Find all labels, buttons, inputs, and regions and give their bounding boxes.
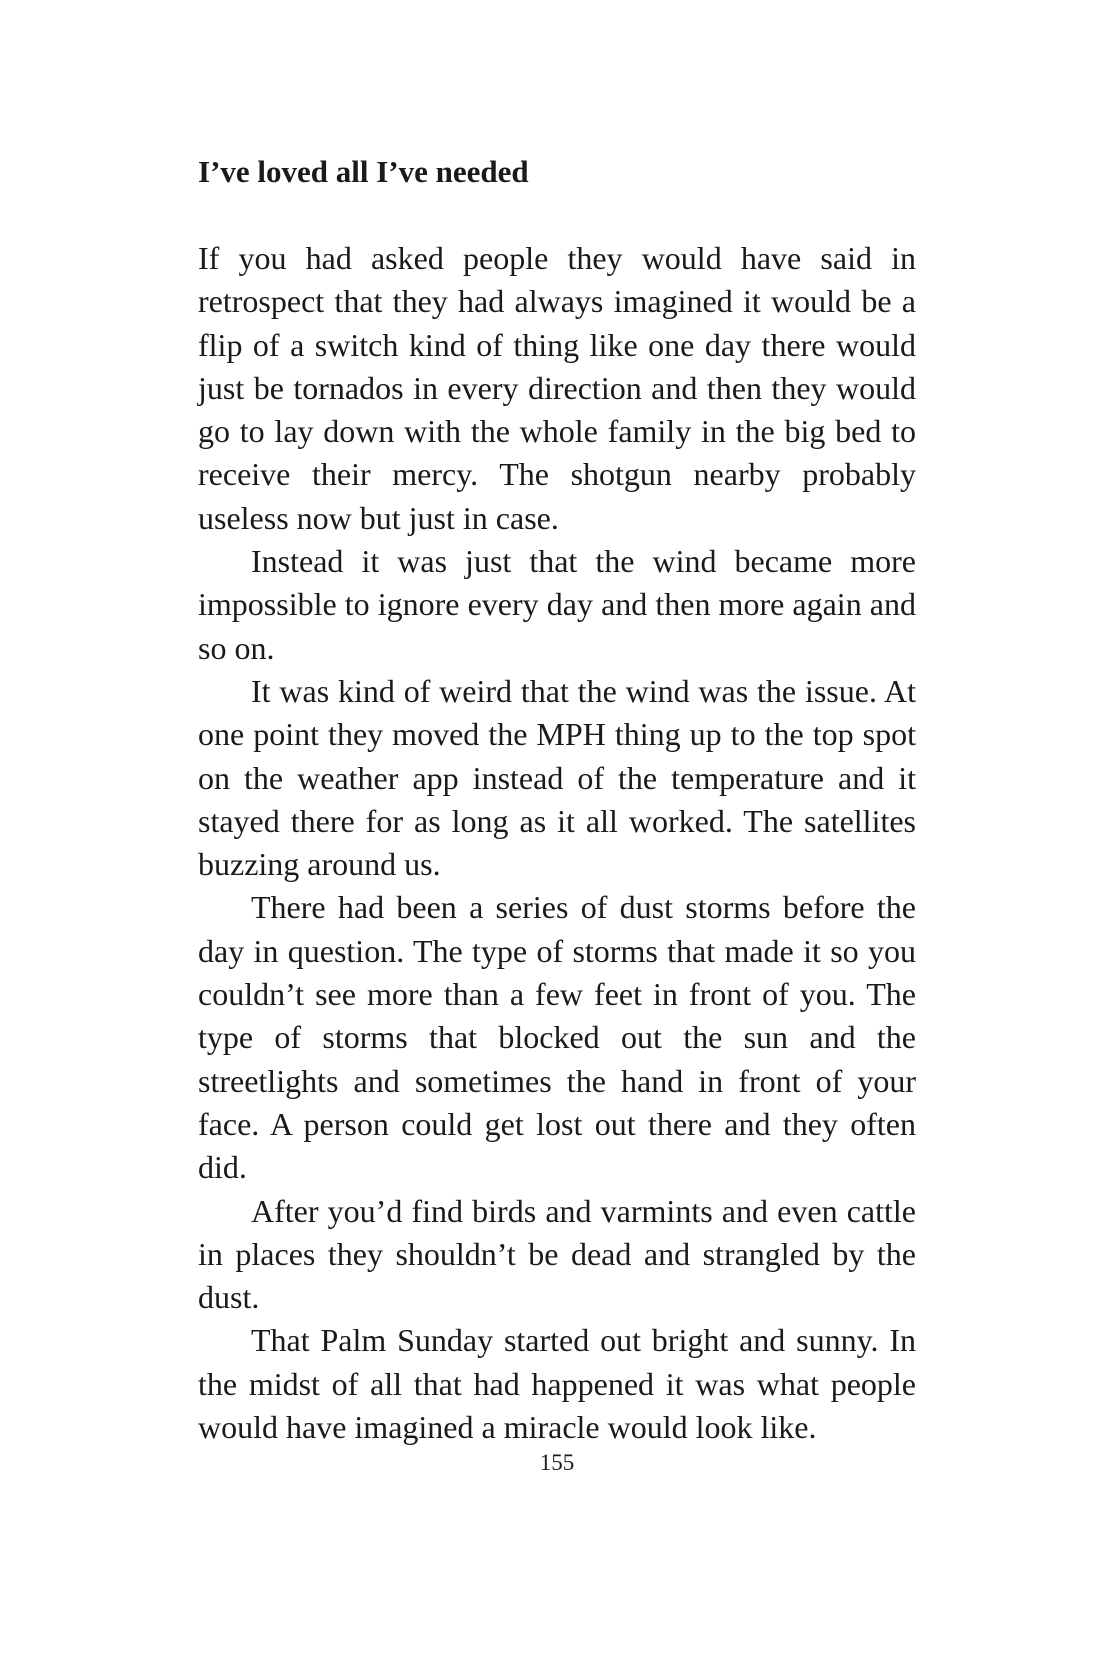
chapter-title: I’ve loved all I’ve needed — [198, 154, 529, 189]
paragraph: That Palm Sunday started out bright and sunny. In the midst of all that had happened it was what people would have imagined a miracle would look like. — [198, 1322, 916, 1446]
paragraph: Instead it was just that the wind became more impossible to ignore every day and then more again and so on. — [198, 543, 916, 666]
paragraph: After you’d find birds and varmints and even cattle in places they shouldn’t be dead and strangled by the dust. — [198, 1192, 916, 1316]
body-text — [198, 237, 916, 1449]
paragraph: If you had asked people they would have said in retrospect that they had always imagined it would be a flip of a switch kind of thing like one day there would just be tornados in every direction and then they would go to lay down with the whole family in the big bed to receive their mercy. The shotgun nearby probably useless now but just in case. — [198, 240, 916, 536]
page-number: 155 — [539, 1450, 575, 1475]
paragraph: It was kind of weird that the wind was the issue. At one point they moved the MPH thing up to the top spot on the weather app instead of the temperature and it stayed there for as long as it all worked. The satellites buzzing around us. — [198, 672, 916, 883]
paragraph: There had been a series of dust storms before the day in question. The type of storms that made it so you couldn’t see more than a few feet in front of you. The type of storms that blocked out the sun and the streetlights and sometimes the hand in front of your face. A person could get lost out there and they often did. — [198, 889, 916, 1186]
